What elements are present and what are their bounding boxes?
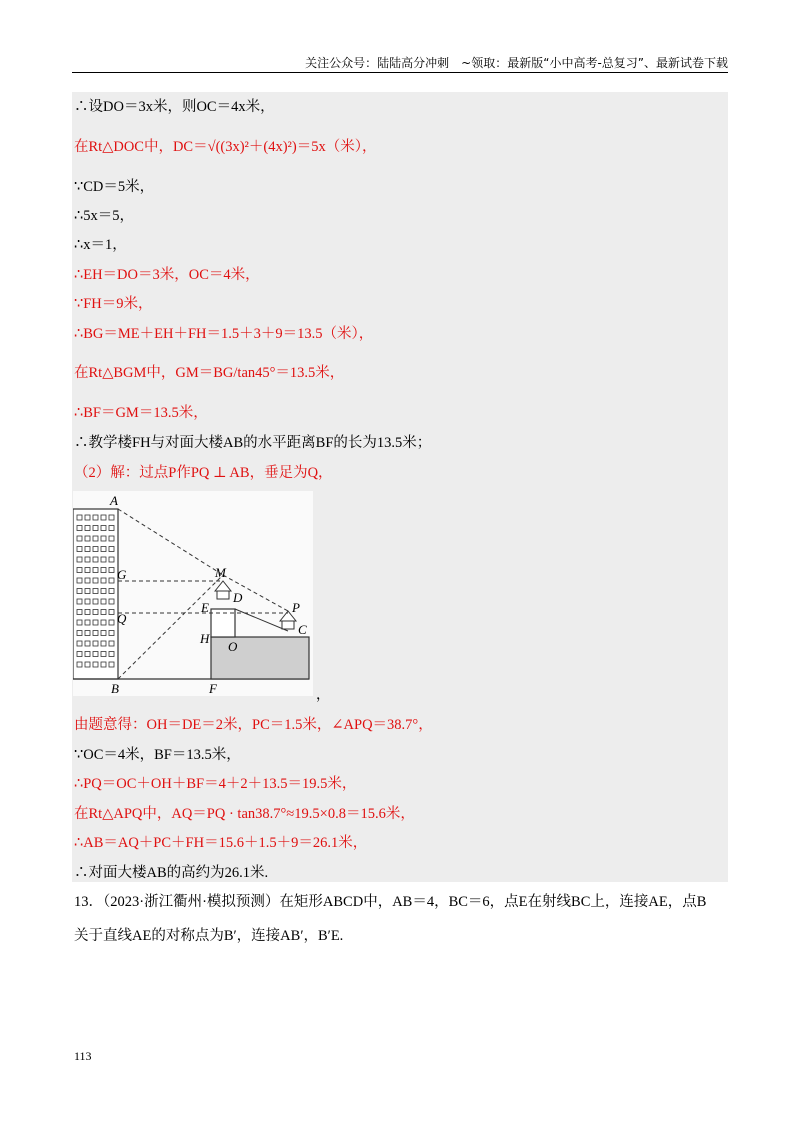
- window: [101, 631, 106, 636]
- solution-line: ∵FH＝9米，: [74, 296, 153, 312]
- label-g: G: [117, 567, 127, 582]
- window: [85, 589, 90, 594]
- window: [109, 599, 114, 604]
- label-m: M: [215, 565, 226, 580]
- geometry-diagram: [73, 491, 313, 696]
- window: [109, 515, 114, 520]
- window: [93, 515, 98, 520]
- window: [85, 599, 90, 604]
- solution-line: ∴BG＝ME＋EH＋FH＝1.5＋3＋9＝13.5（米），: [74, 326, 374, 342]
- window: [93, 641, 98, 646]
- window: [93, 652, 98, 657]
- window: [109, 589, 114, 594]
- window: [101, 652, 106, 657]
- window: [85, 662, 90, 667]
- solution-line: 在Rt△BGM中，GM＝BG/tan45°＝13.5米，: [74, 365, 345, 381]
- window: [93, 568, 98, 573]
- window: [85, 526, 90, 531]
- window: [109, 631, 114, 636]
- window: [93, 610, 98, 615]
- window: [109, 662, 114, 667]
- window: [77, 578, 82, 583]
- window: [93, 536, 98, 541]
- solution-line: ∴PQ＝OC＋OH＋BF＝4＋2＋13.5＝19.5米，: [74, 776, 357, 792]
- label-e: E: [201, 600, 209, 615]
- label-o: O: [228, 639, 238, 654]
- window: [109, 526, 114, 531]
- solution-line: ∴5x＝5，: [74, 208, 134, 224]
- label-d: D: [233, 590, 243, 605]
- window: [101, 526, 106, 531]
- window: [85, 641, 90, 646]
- window: [101, 620, 106, 625]
- window: [77, 641, 82, 646]
- window: [101, 641, 106, 646]
- window: [77, 610, 82, 615]
- solution-line: ∴设DO＝3x米，则OC＝4x米，: [74, 99, 275, 115]
- solution-line: （2）解：过点P作PQ ⊥ AB，垂足为Q，: [74, 465, 333, 481]
- window: [109, 652, 114, 657]
- window: [77, 589, 82, 594]
- window: [77, 631, 82, 636]
- window: [109, 620, 114, 625]
- window: [85, 631, 90, 636]
- label-q: Q: [117, 611, 127, 626]
- window: [101, 515, 106, 520]
- window: [93, 620, 98, 625]
- solution-line: ∵CD＝5米，: [74, 179, 155, 195]
- solution-line: ∴x＝1，: [74, 237, 127, 253]
- header-text: 关注公众号：陆陆高分冲刺 ~领取：最新版“小中高考-总复习”、最新试卷下载: [305, 56, 728, 70]
- page-header: [72, 52, 728, 73]
- window: [85, 620, 90, 625]
- solution-line: ∴AB＝AQ＋PC＋FH＝15.6＋1.5＋9＝26.1米，: [74, 835, 368, 851]
- window: [109, 557, 114, 562]
- window: [85, 536, 90, 541]
- problem-13-line2: 关于直线AE的对称点为B′，连接AB′，B′E.: [74, 928, 344, 944]
- label-c: C: [298, 622, 307, 637]
- window: [77, 568, 82, 573]
- label-a: A: [110, 493, 118, 508]
- slope-dc: [235, 609, 288, 631]
- window: [77, 526, 82, 531]
- window: [93, 557, 98, 562]
- window: [101, 557, 106, 562]
- page-number: 113: [74, 1049, 92, 1063]
- solution-line: ∴教学楼FH与对面大楼AB的水平距离BF的长为13.5米；: [74, 435, 432, 451]
- solution-line: 在Rt△DOC中，DC＝√((3x)²＋(4x)²)＝5x（米），: [74, 139, 377, 155]
- window: [77, 652, 82, 657]
- problem-13-line1: 13．（2023·浙江衢州·模拟预测）在矩形ABCD中，AB＝4，BC＝6，点E在射线BC上，连接AE，点B: [74, 894, 707, 910]
- label-p: P: [292, 600, 300, 615]
- window: [93, 547, 98, 552]
- window: [77, 620, 82, 625]
- window: [109, 610, 114, 615]
- geometry-figure: [73, 491, 313, 696]
- window: [93, 631, 98, 636]
- window: [93, 578, 98, 583]
- window: [85, 515, 90, 520]
- window: [77, 662, 82, 667]
- window: [77, 557, 82, 562]
- window: [85, 557, 90, 562]
- window: [109, 641, 114, 646]
- label-b: B: [111, 681, 119, 696]
- window: [109, 568, 114, 573]
- window: [109, 578, 114, 583]
- solution-line: ∴对面大楼AB的高约为26.1米.: [74, 865, 269, 881]
- window: [101, 547, 106, 552]
- figure-trailing-comma: ，: [316, 688, 330, 703]
- window: [85, 610, 90, 615]
- line-bm: [118, 575, 223, 679]
- line-am: [118, 509, 223, 575]
- window: [85, 578, 90, 583]
- platform: [211, 637, 309, 679]
- window: [93, 662, 98, 667]
- window: [101, 610, 106, 615]
- window: [77, 536, 82, 541]
- window: [77, 547, 82, 552]
- solution-line: ∴EH＝DO＝3米，OC＝4米，: [74, 267, 260, 283]
- observer-m: [215, 581, 231, 591]
- window: [85, 568, 90, 573]
- window: [77, 599, 82, 604]
- window: [93, 526, 98, 531]
- window: [101, 578, 106, 583]
- window: [101, 568, 106, 573]
- window: [101, 536, 106, 541]
- solution-line: ∵OC＝4米，BF＝13.5米，: [74, 747, 241, 763]
- window: [101, 589, 106, 594]
- label-f: F: [209, 681, 217, 696]
- label-h: H: [200, 631, 210, 646]
- window: [101, 599, 106, 604]
- window: [93, 589, 98, 594]
- window: [93, 599, 98, 604]
- window: [77, 515, 82, 520]
- window: [101, 662, 106, 667]
- window: [109, 536, 114, 541]
- window: [85, 652, 90, 657]
- solution-line: 由题意得：OH＝DE＝2米，PC＝1.5米，∠APQ＝38.7°，: [74, 717, 433, 733]
- solution-line: 在Rt△APQ中，AQ＝PQ · tan38.7°≈19.5×0.8＝15.6米，: [74, 806, 415, 822]
- window: [85, 547, 90, 552]
- solution-line: ∴BF＝GM＝13.5米，: [74, 405, 208, 421]
- window: [109, 547, 114, 552]
